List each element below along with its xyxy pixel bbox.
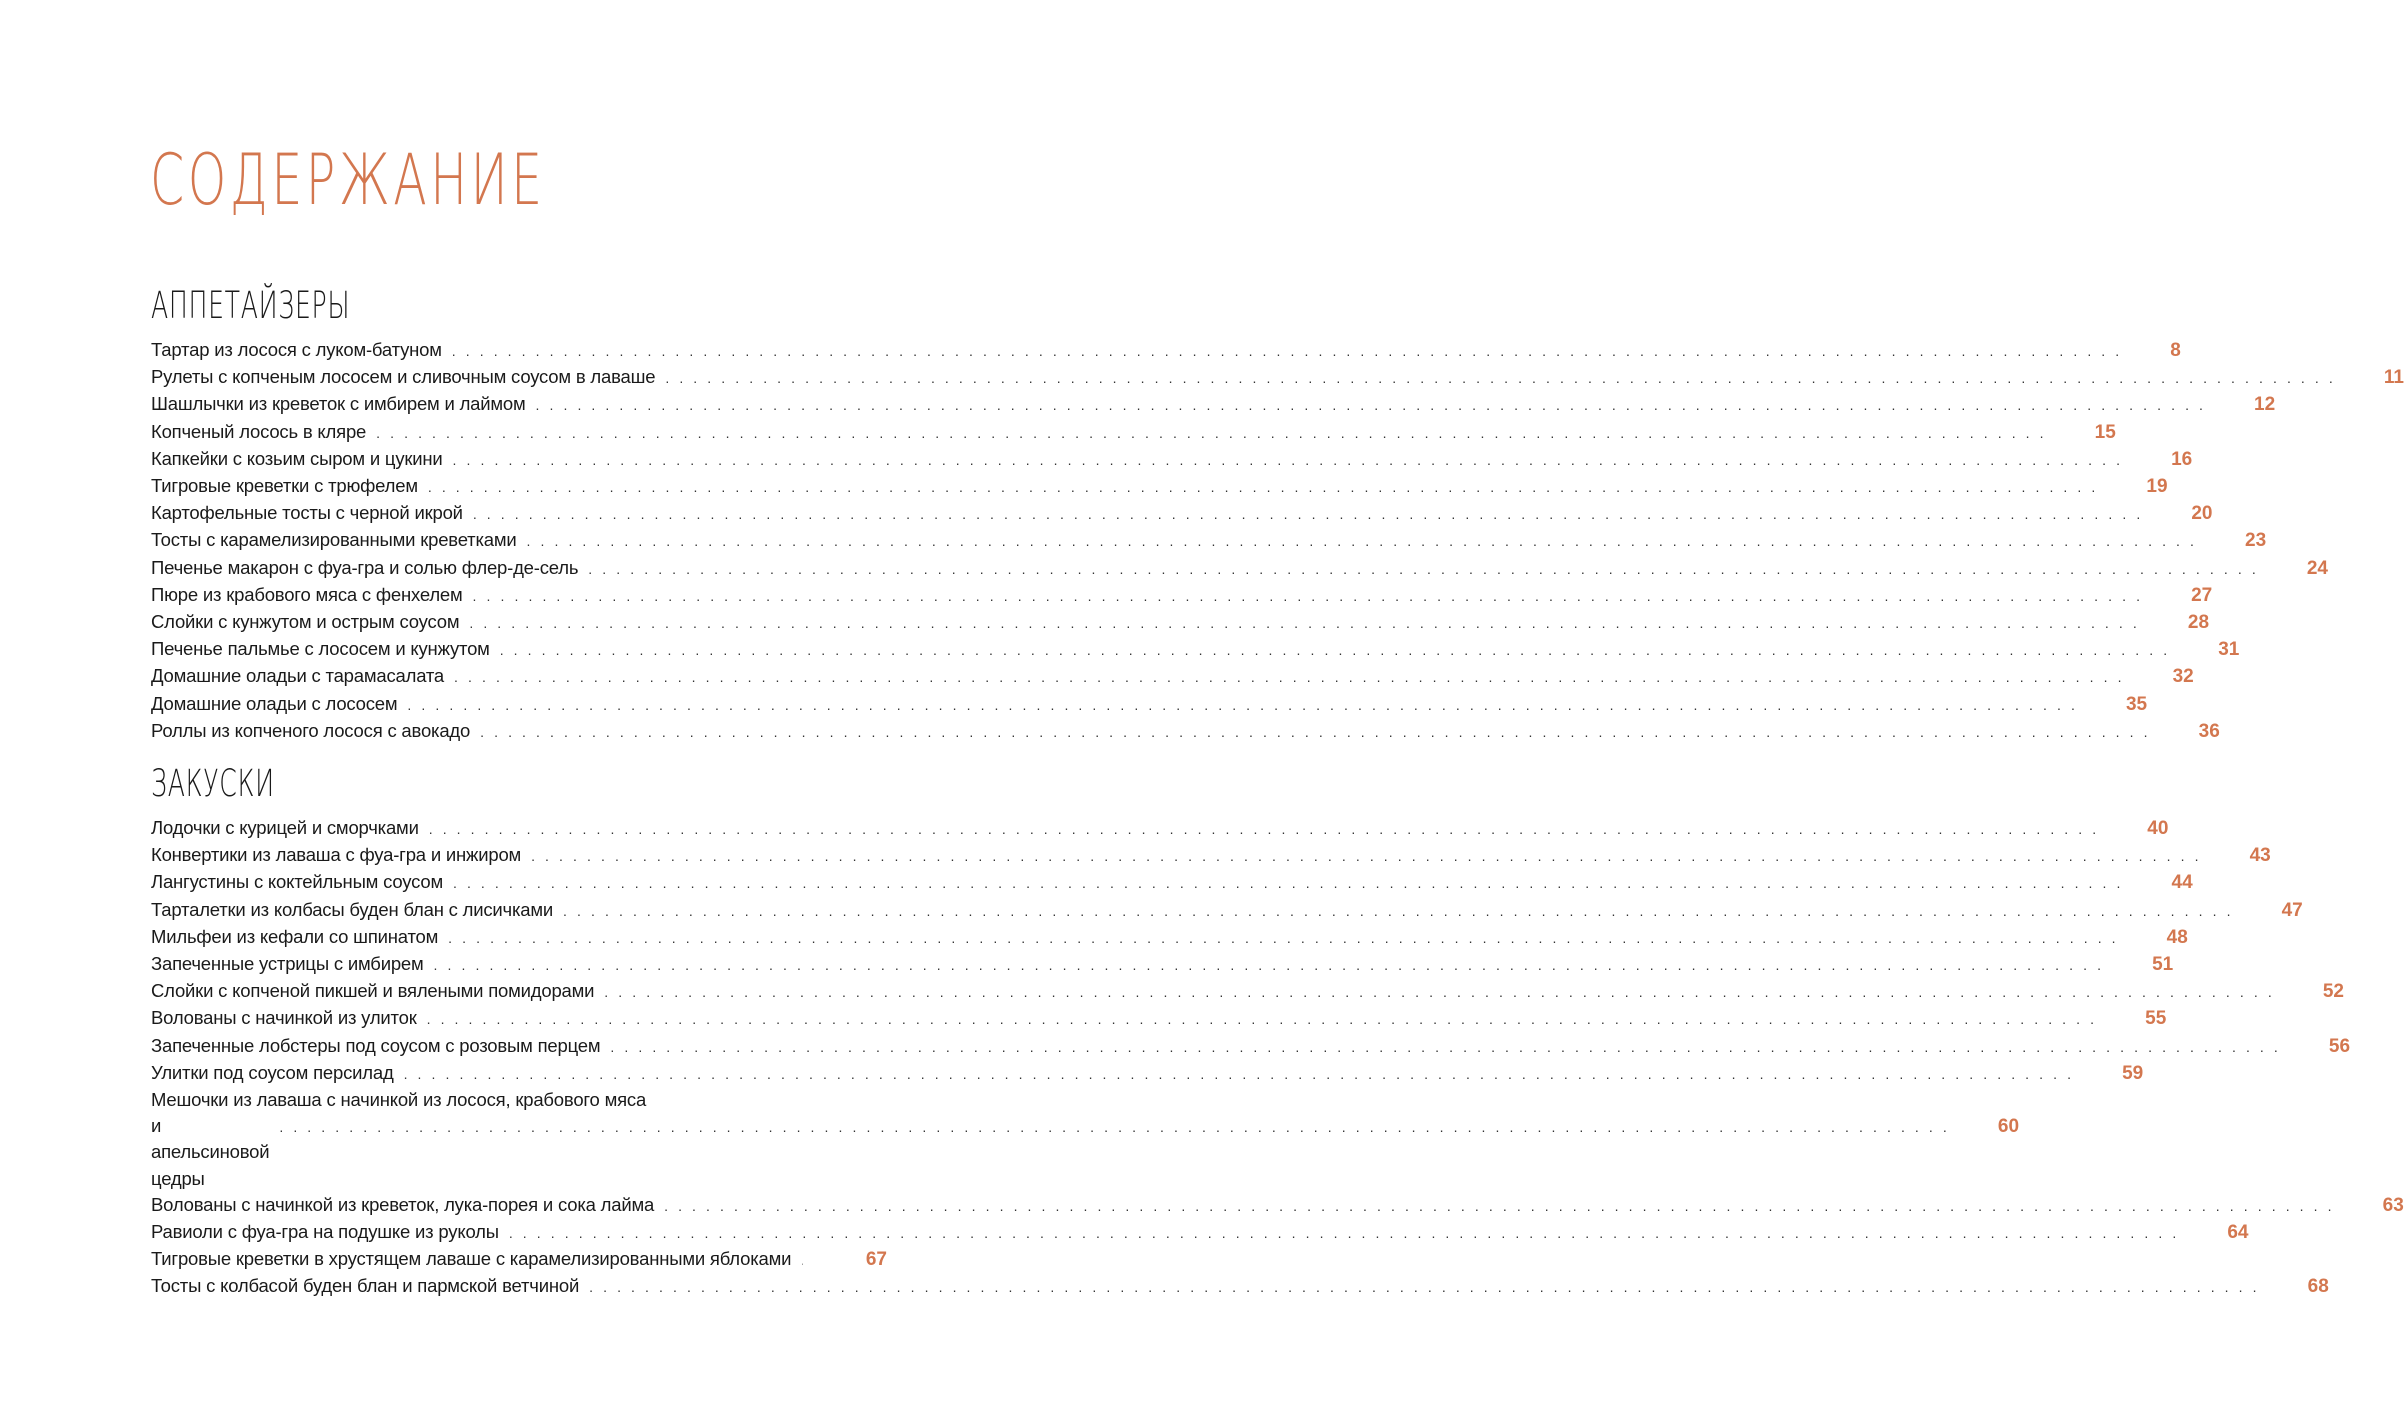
dot-leader: . . . . . . . . . . . . . . . . . . . . . . . . . . . . . . . . . . . . . . . . . . . . . . . . . . . . . . . . . . . . . . . . . . . . . . . . . . . . . . . . . . . . . . . . . . . . . . . . . . . . . . . . . . . . . . . . . . . . . . . . [480,723,2151,740]
toc-entry-title: Роллы из копченого лосося с авокадо [151,719,471,741]
toc-page-number: 55 [2145,1008,2167,1030]
toc-page-number: 11 [2383,367,2404,389]
dot-leader: . . . . . . . . . . . . . . . . . . . . . . . . . . . . . . . . . . . . . . . . . . . . . . . . . . . . . . . . . . . . . . . . . . . . . . . . . . . . . . . . . . . . . . . . . . . . . . . . . . . . . . . . . . . . . . . . . . . . . . . . [588,560,2259,577]
toc-page-number: 27 [2191,584,2213,606]
toc-entry[interactable] [151,527,2267,554]
toc-entry-title: Тигровые креветки с трюфелем [151,475,418,497]
toc-entry-title: Мильфеи из кефали со шпинатом [151,925,439,947]
toc-entry-title-continued: и апельсиновой цедры [151,1115,270,1189]
toc-entry[interactable] [151,391,2276,418]
toc-page-number: 68 [2307,1276,2329,1298]
dot-leader: . . . . . . . . . . . . . . . . . . . . . . . . . . . . . . . . . . . . . . . . . . . . . . . . . . . . . . . . . . . . . . . . . . . . . . . . . . . . . . . . . . . . . . . . . . . . . . . . . . . . . . . . . . . . . . . . . . . . . . . . [454,669,2125,686]
toc-entry-title: Рулеты с копченым лососем и сливочным соусом в лаваше [151,366,656,388]
dot-leader: . . . . . . . . . . . . . . . . . . . . . . . . . . . . . . . . . . . . . . . . . . . . . . . . . . . . . . . . . . . . . . . . . . . . . . . . . . . . . . . . . . . . . . . . . . . . . . . . . . . . . . . . . . . . . . . . . . . . . . . . [403,1065,2075,1082]
toc-page-number: 36 [2198,720,2220,742]
toc-entry[interactable] [151,1060,2144,1087]
toc-entry[interactable] [151,718,2220,745]
toc-page-number: 32 [2172,666,2194,688]
toc-page-number: 19 [2146,476,2168,498]
toc-entry[interactable] [151,1246,887,1273]
toc-page-number: 60 [1997,1116,2020,1138]
toc-entry[interactable] [151,446,2193,473]
toc-entry-title: Домашние оладьи с лососем [151,692,398,714]
toc-page-number: 23 [2245,530,2267,552]
toc-page-number: 20 [2191,503,2213,525]
toc-entry[interactable] [151,1219,2249,1246]
toc-entry-title: Равиоли с фуа-гра на подушке из руколы [151,1221,499,1243]
toc-list [151,337,2404,745]
toc-entry[interactable] [151,869,2193,896]
toc-entry-title: Мешочки из лаваша с начинкой из лосося, крабового мяса [151,1089,647,1111]
dot-leader: . . . . . . . . . . . . . . . . . . . . . . . . . . . . . . . . . . . . . . . . . . . . . . . . . . . . . . . . . . . . . . . . . . . . . . . . . . . . . . . . . . . . . . . . . . . . . . . . . . . . . . . . . . . . . . . . . . . . . . . . [563,902,2234,919]
toc-page-number: 44 [2171,872,2193,894]
toc-entry-title: Волованы с начинкой из улиток [151,1007,417,1029]
toc-page-number: 67 [865,1249,887,1271]
toc-entry-title: Печенье макарон с фуа-гра и солью флер-де-сель [151,556,579,578]
toc-list [151,815,2404,1301]
toc-page-number: 12 [2254,394,2276,416]
section-appetizers [151,282,2404,745]
dot-leader: . . . . . . . . . . . . . . . . . . . . . . . . . . . . . . . . . . . . . . . . . . . . . . . . . . . . . . . . . . . . . . . . . . . . . . . . . . . . . . . . . . . . . . . . . . . . . . . . . . . . . . . . . . . . . . . . . . . . . . . . [531,848,2202,865]
dot-leader: . . . . . . . . . . . . . . . . . . . . . . . . . . . . . . . . . . . . . . . . . . . . . . . . . . . . . . . . . . . . . . . . . . . . . . . . . . . . . . . . . . . . . . . . . . . . . . . . . . . . . . . . . . . . . . . . . . . . . . . . [426,1011,2098,1028]
toc-entry-title: Волованы с начинкой из креветок, лука-порея и сока лайма [151,1193,655,1215]
toc-page-number: 64 [2227,1222,2249,1244]
dot-leader: . . . . . . . . . . . . . . . . . . . . . . . . . . . . . . . . . . . . . . . . . . . . . . . . . . . . . . . . . . . . . . . . . . . . . . . . . . . . . . . . . . . . . . . . . . . . . . . . . . . . . . . . . . . . . . . . . . . . . . . . [428,821,2100,837]
toc-entry-title: Картофельные тосты с черной икрой [151,502,463,524]
dot-leader: . . . . . . . . . . . . . . . . . . . . . . . . . . . . . . . . . . . . . . . . . . . . . . . . . . . . . . . . . . . . . . . . . . . . . . . . . . . . . . . . . . . . . . . . . . . . . . . . . . . . . . . . . . . . . . . . . . . . . . . . [279,1119,1950,1136]
toc-page-number: 51 [2152,954,2174,976]
section-heading: ЗАКУСКИ [151,762,275,805]
toc-page-number: 24 [2306,557,2328,579]
toc-entry-title: Улитки под соусом персилад [151,1061,394,1083]
toc-entry[interactable] [151,500,2213,527]
toc-page-number: 31 [2218,639,2240,661]
toc-page-number: 35 [2125,693,2148,715]
toc-entry-title: Шашлычки из креветок с имбирем и лаймом [151,393,526,415]
dot-leader: . . . . . . . . . . . . . . . . . . . . . . . . . . . . . . . . . . . . . . . . . . . . . . . . . . . . . . . . . . . . . . . . . . . . . . . . . . . . . . . . . . . . . . . . . . . . . . . . . . . . . . . . . . . . . . . . . . . . . . . . [664,1197,2335,1214]
toc-entry[interactable] [151,663,2194,690]
toc-page-number: 16 [2171,448,2193,470]
toc-entry[interactable] [151,555,2328,582]
dot-leader [801,1247,803,1273]
page-title: СОДЕРЖАНИЕ [150,139,546,221]
toc-entry[interactable] [151,815,2169,842]
dot-leader: . . . . . . . . . . . . . . . . . . . . . . . . . . . . . . . . . . . . . . . . . . . . . . . . . . . . . . . . . . . . . . . . . . . . . . . . . . . . . . . . . . . . . . . . . . . . . . . . . . . . . . . . . . . . . . . . . . . . . . . . [469,615,2140,632]
toc-entry[interactable] [151,1273,2329,1300]
toc-entry-title: Тартар из лосося с луком-батуном [151,339,442,360]
toc-entry[interactable] [151,582,2213,609]
toc-entry-title: Пюре из крабового мяса с фенхелем [151,583,463,605]
toc-entry-title: Конвертики из лаваша с фуа-гра и инжиром [151,844,522,866]
toc-entry[interactable] [151,1033,2351,1060]
dot-leader: . . . . . . . . . . . . . . . . . . . . . . . . . . . . . . . . . . . . . . . . . . . . . . . . . . . . . . . . . . . . . . . . . . . . . . . . . . . . . . . . . . . . . . . . . . . . . . . . . . . . . . . . . . . . . . . . . . . . . . . . [452,451,2124,468]
dot-leader: . . . . . . . . . . . . . . . . . . . . . . . . . . . . . . . . . . . . . . . . . . . . . . . . . . . . . . . . . . . . . . . . . . . . . . . . . . . . . . . . . . . . . . . . . . . . . . . . . . . . . . . . . . . . . . . . . . . . . . . . [665,370,2336,387]
toc-entry-title: Слойки с копченой пикшей и вялеными помидорами [151,980,595,1002]
dot-leader: . . . . . . . . . . . . . . . . . . . . . . . . . . . . . . . . . . . . . . . . . . . . . . . . . . . . . . . . . . . . . . . . . . . . . . . . . . . . . . . . . . . . . . . . . . . . . . . . . . . . . . . . . . . . . . . . . . . . . . . . [407,696,2078,713]
dot-leader: . . . . . . . . . . . . . . . . . . . . . . . . . . . . . . . . . . . . . . . . . . . . . . . . . . . . . . . . . . . . . . . . . . . . . . . . . . . . . . . . . . . . . . . . . . . . . . . . . . . . . . . . . . . . . . . . . . . . . . . . [535,397,2207,414]
toc-page-number: 43 [2249,845,2271,867]
toc-entry[interactable] [151,1005,2167,1032]
toc-page-number: 15 [2094,421,2116,443]
toc-entry[interactable] [151,1192,2404,1219]
dot-leader: . . . . . . . . . . . . . . . . . . . . . . . . . . . . . . . . . . . . . . . . . . . . . . . . . . . . . . . . . . . . . . . . . . . . . . . . . . . . . . . . . . . . . . . . . . . . . . . . . . . . . . . . . . . . . . . . . . . . . . . . [472,587,2144,604]
toc-page-number: 47 [2281,899,2303,921]
dot-leader: . . . . . . . . . . . . . . . . . . . . . . . . . . . . . . . . . . . . . . . . . . . . . . . . . . . . . . . . . . . . . . . . . . . . . . . . . . . . . . . . . . . . . . . . . . . . . . . . . . . . . . . . . . . . . . . . . . . . . . . . [604,984,2275,1001]
toc-entry-title: Копченый лосось в кляре [151,420,367,442]
dot-leader: . . . . . . . . . . . . . . . . . . . . . . . . . . . . . . . . . . . . . . . . . . . . . . . . . . . . . . . . . . . . . . . . . . . . . . . . . . . . . . . . . . . . . . . . . . . . . . . . . . . . . . . . . . . . . . . . . . . . . . . . [448,929,2119,946]
toc-entry-title: Лодочки с курицей и сморчками [151,817,419,838]
toc-page-number: 8 [2170,340,2181,361]
dot-leader: . . . . . . . . . . . . . . . . . . . . . . . . . . . . . . . . . . . . . . . . . . . . . . . . . . . . . . . . . . . . . . . . . . . . . . . . . . . . . . . . . . . . . . . . . . . . . . . . . . . . . . . . . . . . . . . . . . . . . . . . [508,1225,2180,1242]
toc-entry[interactable] [151,897,2303,924]
toc-page-number: 56 [2328,1035,2351,1057]
dot-leader: . . . . . . . . . . . . . . . . . . . . . . . . . . . . . . . . . . . . . . . . . . . . . . . . . . . . . . . . . . . . . . . . . . . . . . . . . . . . . . . . . . . . . . . . . . . . . . . . . . . . . . . . . . . . . . . . . . . . . . . . [610,1038,2281,1055]
toc-entry-title: Домашние оладьи с тарамасалата [151,665,445,687]
dot-leader: . . . . . . . . . . . . . . . . . . . . . . . . . . . . . . . . . . . . . . . . . . . . . . . . . . . . . . . . . . . . . . . . . . . . . . . . . . . . . . . . . . . . . . . . . . . . . . . . . . . . . . . . . . . . . . . . . . . . . . . . [472,506,2144,523]
toc-entry-title: Запеченные устрицы с имбирем [151,953,424,975]
toc-entry[interactable] [151,691,2148,718]
toc-page-number: 28 [2187,612,2210,634]
toc-entry[interactable] [151,337,2181,364]
toc-entry-title: Лангустины с коктейльным соусом [151,871,443,893]
toc-entry-title: Тосты с колбасой буден блан и пармской ветчиной [151,1275,580,1297]
toc-entry-title: Печенье пальмье с лососем и кунжутом [151,638,490,660]
dot-leader: . . . . . . . . . . . . . . . . . . . . . . . . . . . . . . . . . . . . . . . . . . . . . . . . . . . . . . . . . . . . . . . . . . . . . . . . . . . . . . . . . . . . . . . . . . . . . . . . . . . . . . . . . . . . . . . . . . . . . . . . [433,957,2105,974]
toc-page-number: 48 [2166,926,2188,948]
toc-entry[interactable] [151,951,2174,978]
toc-page-number: 63 [2382,1194,2404,1216]
section-heading: АППЕТАЙЗЕРЫ [151,284,351,327]
toc-entry-title: Тосты с карамелизированными креветками [151,529,517,551]
toc-entry[interactable] [151,419,2116,446]
toc-entry-title: Слойки с кунжутом и острым соусом [151,611,460,633]
toc-entry-title: Тарталетки из колбасы буден блан с лисичками [151,898,554,920]
toc-entry[interactable] [151,609,2210,636]
toc-entry[interactable] [151,978,2344,1005]
toc-entry[interactable] [151,473,2168,500]
toc-entry[interactable] [151,636,2240,663]
toc-entry-title: Капкейки с козьим сыром и цукини [151,447,443,469]
toc-entry[interactable] [151,924,2188,951]
dot-leader: . . . . . . . . . . . . . . . . . . . . . . . . . . . . . . . . . . . . . . . . . . . . . . . . . . . . . . . . . . . . . . . . . . . . . . . . . . . . . . . . . . . . . . . . . . . . . . . . . . . . . . . . . . . . . . . . . . . . . . . . [526,533,2198,550]
dot-leader: . . . . . . . . . . . . . . . . . . . . . . . . . . . . . . . . . . . . . . . . . . . . . . . . . . . . . . . . . . . . . . . . . . . . . . . . . . . . . . . . . . . . . . . . . . . . . . . . . . . . . . . . . . . . . . . . . . . . . . . . [451,343,2123,359]
dot-leader: . . . . . . . . . . . . . . . . . . . . . . . . . . . . . . . . . . . . . . . . . . . . . . . . . . . . . . . . . . . . . . . . . . . . . . . . . . . . . . . . . . . . . . . . . . . . . . . . . . . . . . . . . . . . . . . . . . . . . . . . [499,642,2171,659]
toc-page-number: 59 [2122,1062,2144,1084]
dot-leader: . . . . . . . . . . . . . . . . . . . . . . . . . . . . . . . . . . . . . . . . . . . . . . . . . . . . . . . . . . . . . . . . . . . . . . . . . . . . . . . . . . . . . . . . . . . . . . . . . . . . . . . . . . . . . . . . . . . . . . . . [376,424,2047,441]
toc-entry[interactable] [151,842,2271,869]
toc-entry[interactable] [151,1087,2020,1192]
dot-leader: . . . . . . . . . . . . . . . . . . . . . . . . . . . . . . . . . . . . . . . . . . . . . . . . . . . . . . . . . . . . . . . . . . . . . . . . . . . . . . . . . . . . . . . . . . . . . . . . . . . . . . . . . . . . . . . . . . . . . . . . [589,1279,2260,1296]
dot-leader: . . . . . . . . . . . . . . . . . . . . . . . . . . . . . . . . . . . . . . . . . . . . . . . . . . . . . . . . . . . . . . . . . . . . . . . . . . . . . . . . . . . . . . . . . . . . . . . . . . . . . . . . . . . . . . . . . . . . . . . . [427,479,2099,496]
toc-entry-title: Тигровые креветки в хрустящем лаваше с карамелизированными яблоками [151,1248,792,1270]
toc-page-number: 40 [2147,818,2169,839]
toc-entry[interactable] [151,364,2404,391]
toc-page-number: 52 [2322,981,2344,1003]
dot-leader: . . . . . . . . . . . . . . . . . . . . . . . . . . . . . . . . . . . . . . . . . . . . . . . . . . . . . . . . . . . . . . . . . . . . . . . . . . . . . . . . . . . . . . . . . . . . . . . . . . . . . . . . . . . . . . . . . . . . . . . . [452,875,2124,892]
toc-entry-title: Запеченные лобстеры под соусом с розовым перцем [151,1034,601,1056]
section-snacks [151,760,2404,1301]
